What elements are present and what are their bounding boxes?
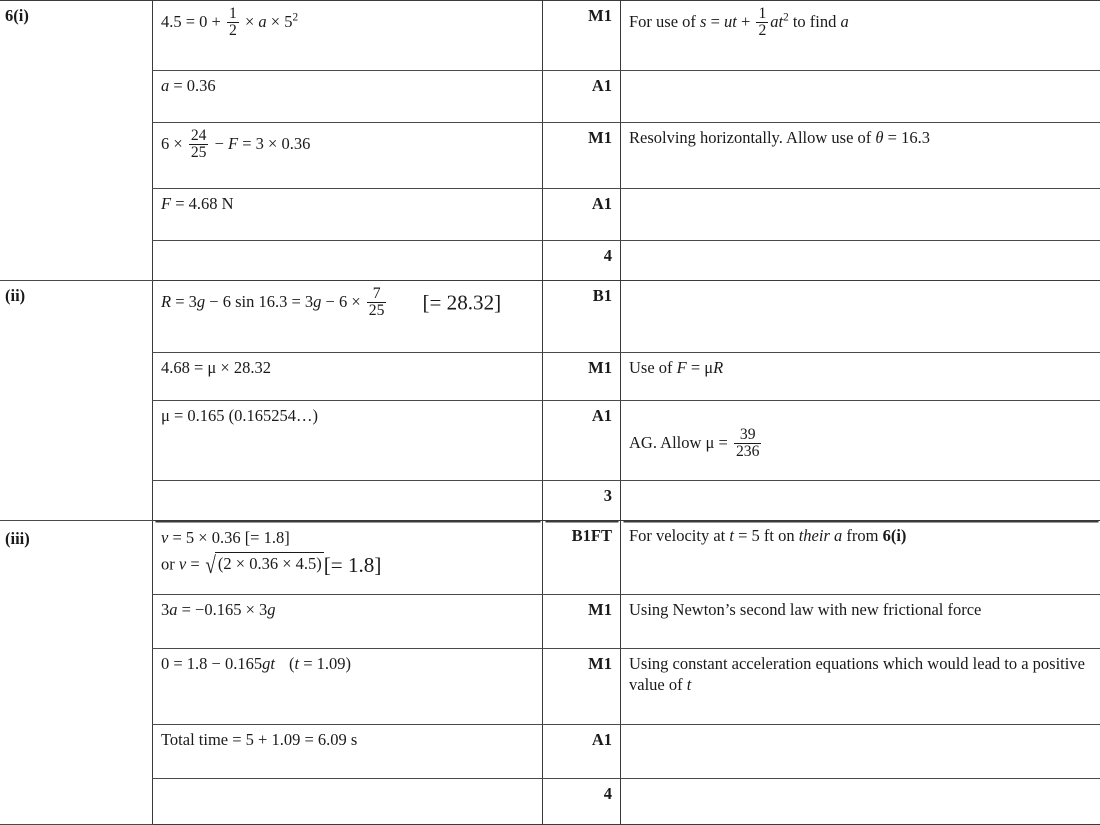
question-label-part-iii: (iii) [0, 521, 153, 825]
equation-velocity-sqrt: or v = √ (2 × 0.36 × 4.5)[= 1.8] [161, 552, 534, 582]
table-row-subtotal [0, 241, 1100, 281]
table-row-subtotal [0, 481, 1100, 521]
equation-resolve-horizontal: 6 × $\frac{24}{25}$ − F = 3 × 0.36 [161, 134, 310, 153]
section-total-part-ii: 3 [543, 481, 621, 521]
table-row [0, 353, 1100, 401]
sym-t: t [294, 654, 299, 673]
comment-constant-accel: Using constant acceleration equations which would lead to a positive value of t [629, 654, 1085, 694]
sym-a: a [169, 600, 177, 619]
bracket-value: [= 28.32] [422, 291, 501, 315]
sym-at: at [770, 12, 783, 31]
table-row [0, 281, 1100, 353]
table-row [0, 649, 1100, 725]
sym-s: s [700, 12, 706, 31]
table-row [0, 189, 1100, 241]
sym-ut: ut [724, 12, 737, 31]
table-row [0, 521, 1100, 595]
mark-code: M1 [543, 595, 621, 649]
radical-sign: √ [205, 552, 216, 582]
comment-cell [621, 649, 1100, 725]
sym-t: t [729, 526, 734, 545]
comment-cell [621, 779, 1100, 825]
table-row [0, 725, 1100, 779]
working-cell [153, 71, 543, 123]
comment-velocity-ft: For velocity at t = 5 ft on their a from 6(i) [629, 526, 906, 545]
equation-constant-acceleration: 0 = 1.8 − 0.165gt (t = 1.09) [161, 654, 351, 673]
comment-ag-allow-fraction: AG. Allow μ = $\frac{39}{236}$ [629, 433, 763, 452]
mark-code: M1 [543, 649, 621, 725]
sym-F: F [161, 194, 171, 213]
fraction-half: $\frac{1}{2}$ [756, 6, 768, 39]
eq-exponent: 2 [292, 11, 298, 23]
comment-cell [621, 481, 1100, 521]
equation-F-value: F = 4.68 N [161, 194, 234, 213]
comment-suvat-formula: For use of s = ut + $\frac{1}{2}$ $at^2$ to find a [629, 12, 849, 31]
mark-code: A1 [543, 71, 621, 123]
working-cell [153, 649, 543, 725]
sym-F: F [677, 358, 687, 377]
working-cell [153, 281, 543, 353]
fraction-half: $\frac{1}{2}$ [227, 6, 239, 39]
sym-g: g [197, 292, 205, 311]
working-cell [153, 521, 543, 595]
comment-cell [621, 123, 1100, 189]
working-cell [153, 725, 543, 779]
radicand: (2 × 0.36 × 4.5) [215, 552, 324, 575]
sym-R: R [713, 358, 723, 377]
working-cell-empty [153, 481, 543, 521]
working-cell [153, 353, 543, 401]
comment-cell: Using Newton’s second law with new frictional force [621, 595, 1100, 649]
bracket-value: [= 1.8] [324, 553, 382, 577]
sym-mu: μ = [706, 433, 732, 452]
working-cell [153, 123, 543, 189]
comment-suffix: to find [789, 12, 841, 31]
comment-cell [621, 1, 1100, 71]
equation-a-value: a = 0.36 [161, 76, 216, 95]
section-total-part-i: 4 [543, 241, 621, 281]
eq-times-five: × 5 [267, 12, 293, 31]
eq-times: × [241, 12, 259, 31]
square-root [204, 552, 324, 582]
comment-cell [621, 353, 1100, 401]
mark-code: M1 [543, 353, 621, 401]
equation-friction-law: 4.68 = μ × 28.32 [161, 358, 271, 377]
question-label-part-i: 6(i) [0, 1, 153, 281]
comment-prefix: For use of [629, 12, 700, 31]
table-row [0, 401, 1100, 481]
mark-code: A1 [543, 401, 621, 481]
sym-gt: gt [262, 654, 275, 673]
mark-code: B1 [543, 281, 621, 353]
equation-mu-value: μ = 0.165 (0.165254…) [161, 406, 318, 425]
working-cell-empty [153, 779, 543, 825]
section-total-part-iii: 4 [543, 779, 621, 825]
mark-code: A1 [543, 725, 621, 779]
sym-v: v [179, 554, 186, 573]
sym-a: a [161, 76, 169, 95]
mark-code: M1 [543, 1, 621, 71]
sym-a: a [841, 12, 849, 31]
question-label-part-ii: (ii) [0, 281, 153, 521]
table-row [0, 71, 1100, 123]
cross-reference: 6(i) [883, 526, 907, 545]
sym-v: v [161, 528, 168, 547]
comment-cell [621, 189, 1100, 241]
table-row-subtotal [0, 779, 1100, 825]
table-row [0, 1, 1100, 71]
sym-g: g [267, 600, 275, 619]
sym-F: F [228, 134, 238, 153]
sym-t: t [687, 675, 692, 694]
comment-resolving: Resolving horizontally. Allow use of θ = 16.3 [629, 128, 930, 147]
working-cell [153, 595, 543, 649]
sym-theta: θ [875, 128, 883, 147]
table-row [0, 123, 1100, 189]
fraction-24-25: $\frac{24}{25}$ [189, 128, 209, 161]
equation-suvat [161, 12, 298, 31]
emphasis-their-a: their a [799, 526, 843, 545]
equation-velocity-direct: v = 5 × 0.36 [= 1.8] [161, 528, 290, 547]
mark-code: M1 [543, 123, 621, 189]
sym-R: R [161, 292, 171, 311]
working-cell [153, 189, 543, 241]
working-cell [153, 1, 543, 71]
comment-cell [621, 725, 1100, 779]
working-cell [153, 401, 543, 481]
equation-total-time: Total time = 5 + 1.09 = 6.09 s [161, 730, 357, 749]
equation-normal-reaction: R = 3g − 6 sin 16.3 = 3g − 6 × $\frac{7}{25}$ [= 28.32] [161, 292, 501, 311]
comment-cell [621, 281, 1100, 353]
alt-prefix: or [161, 554, 179, 573]
fraction-7-25: $\frac{7}{25}$ [367, 286, 387, 319]
eq-var-a: a [258, 12, 266, 31]
mark-code: A1 [543, 189, 621, 241]
comment-cell [621, 71, 1100, 123]
sym-g: g [313, 292, 321, 311]
eq-lhs: 4.5 = 0 + [161, 12, 225, 31]
comment-cell [621, 401, 1100, 481]
mark-code: B1FT [543, 521, 621, 595]
working-cell-empty [153, 241, 543, 281]
table-row [0, 595, 1100, 649]
fraction-39-236: $\frac{39}{236}$ [734, 427, 761, 460]
equation-newton-second-law: 3a = −0.165 × 3g [161, 600, 276, 619]
comment-use-of-F-muR: Use of F = μR [629, 358, 723, 377]
comment-cell [621, 521, 1100, 595]
comment-cell [621, 241, 1100, 281]
